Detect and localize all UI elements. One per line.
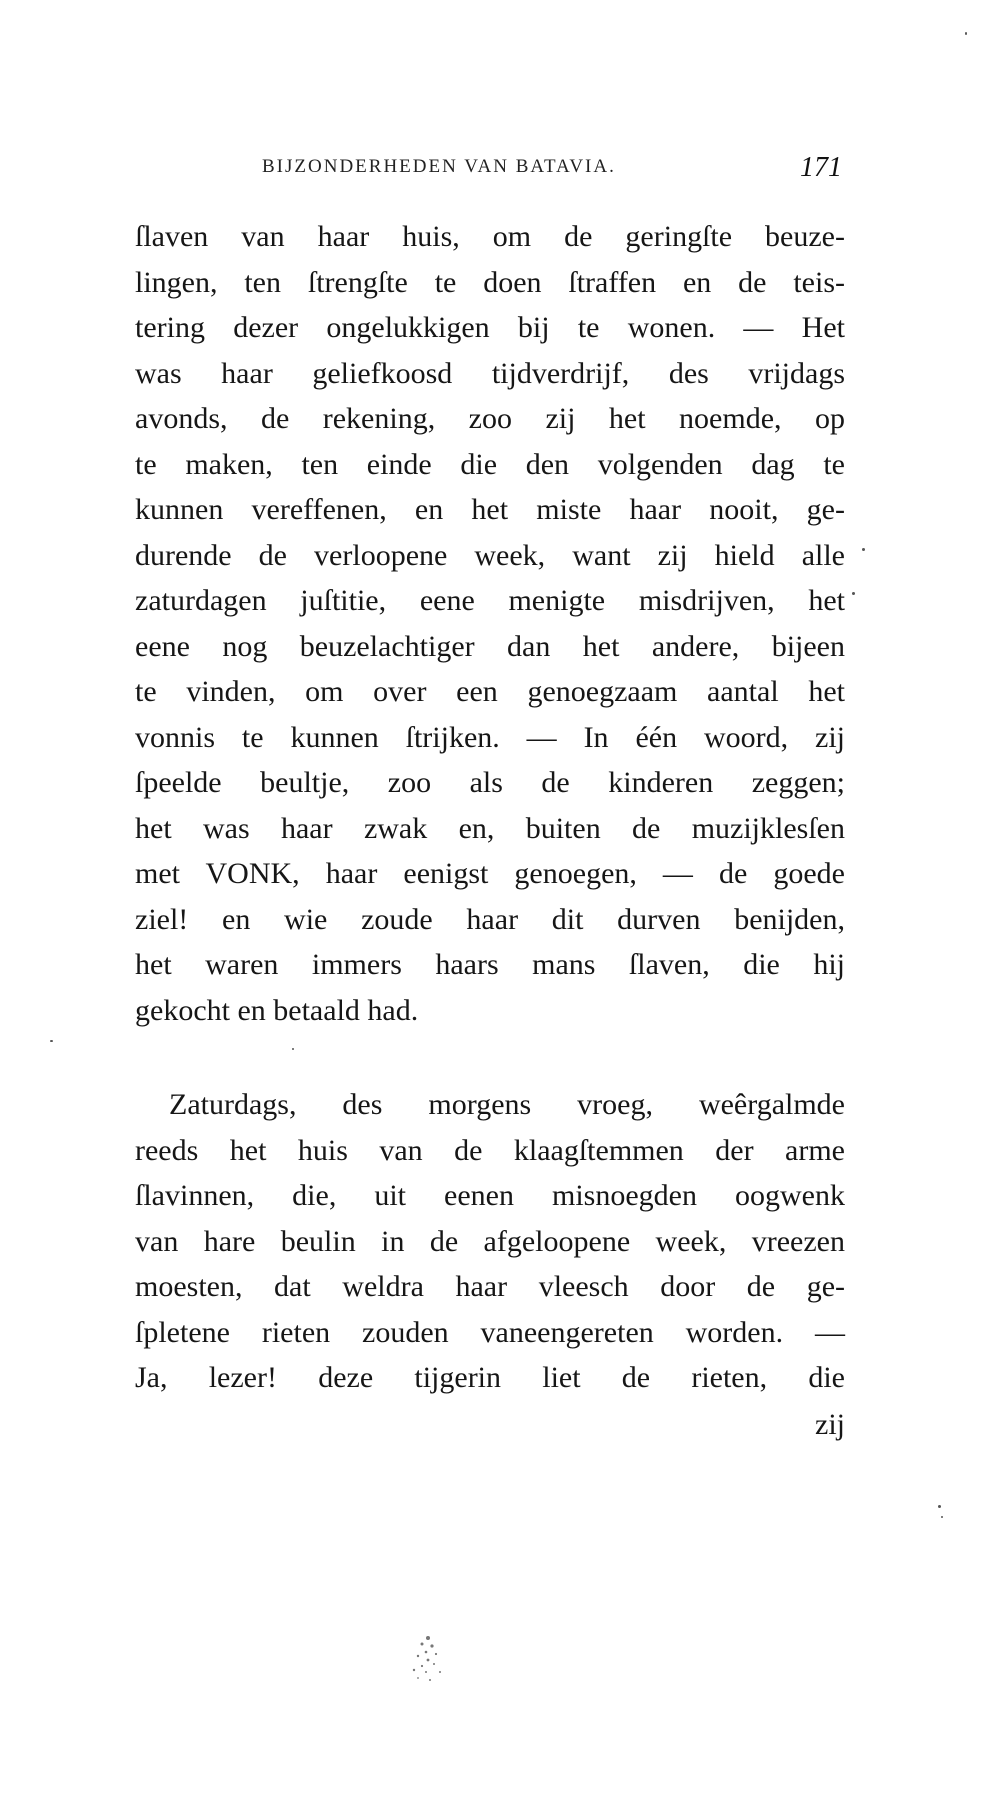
paragraph-2 xyxy=(135,1082,845,1401)
text-line: ſlaven van haar huis, om de geringſte beuze- xyxy=(135,220,845,253)
page-header xyxy=(262,152,842,192)
page-number: 171 xyxy=(800,152,842,183)
text-line: te maken, ten einde die den volgenden dag te xyxy=(135,447,845,481)
paragraph-1 xyxy=(135,214,845,1033)
text-line: van hare beulin in de afgeloopene week, vreezen xyxy=(135,1224,845,1258)
running-head: BIJZONDERHEDEN VAN BATAVIA. xyxy=(262,156,616,177)
library-stamp-mark xyxy=(398,1632,458,1702)
scan-speck xyxy=(862,548,865,551)
text-line: tering dezer ongelukkigen bij te wonen. — Het xyxy=(135,311,845,344)
text-line: moesten, dat weldra haar vleesch door de ge- xyxy=(135,1270,845,1303)
catchword: zij xyxy=(815,1408,845,1441)
text-line: ſpletene rieten zouden vaneengereten worden. — xyxy=(135,1315,845,1349)
text-line: kunnen vereffenen, en het miste haar nooit, ge- xyxy=(135,493,845,526)
scan-speck xyxy=(292,1048,294,1050)
scan-speck xyxy=(938,1505,941,1508)
text-line: Ja, lezer! deze tijgerin liet de rieten, die xyxy=(135,1361,845,1394)
text-line: het was haar zwak en, buiten de muzijklesſen xyxy=(135,811,845,845)
text-line: avonds, de rekening, zoo zij het noemde, op xyxy=(135,402,845,435)
scan-speck xyxy=(965,32,967,35)
text-line: reeds het huis van de klaagſtemmen der arme xyxy=(135,1133,845,1167)
text-line: gekocht en betaald had. xyxy=(135,993,419,1027)
text-line: lingen, ten ſtrengſte te doen ſtraffen en de teis- xyxy=(135,265,845,299)
text-line: zaturdagen juſtitie, eene menigte misdrijven, het xyxy=(135,584,845,617)
text-line: vonnis te kunnen ſtrijken. — In één woord, zij xyxy=(135,720,845,754)
text-line: eene nog beuzelachtiger dan het andere, bijeen xyxy=(135,629,845,663)
text-line: durende de verloopene week, want zij hield alle xyxy=(135,538,845,572)
text-line: het waren immers haars mans ſlaven, die hij xyxy=(135,948,845,981)
text-line: ziel! en wie zoude haar dit durven benijden, xyxy=(135,902,845,936)
scan-speck xyxy=(50,1040,53,1042)
text-line: met VONK, haar eenigst genoegen, — de goede xyxy=(135,857,845,890)
text-line: Zaturdags, des morgens vroeg, weêrgalmde xyxy=(169,1088,845,1121)
text-line: was haar geliefkoosd tijdverdrijf, des vrijdags xyxy=(135,356,845,390)
text-line: ſlavinnen, die, uit eenen misnoegden oogwenk xyxy=(135,1179,845,1212)
scan-speck xyxy=(852,592,855,595)
text-line: te vinden, om over een genoegzaam aantal het xyxy=(135,675,845,708)
text-line: ſpeelde beultje, zoo als de kinderen zeggen; xyxy=(135,766,845,799)
scan-speck xyxy=(941,1516,943,1518)
